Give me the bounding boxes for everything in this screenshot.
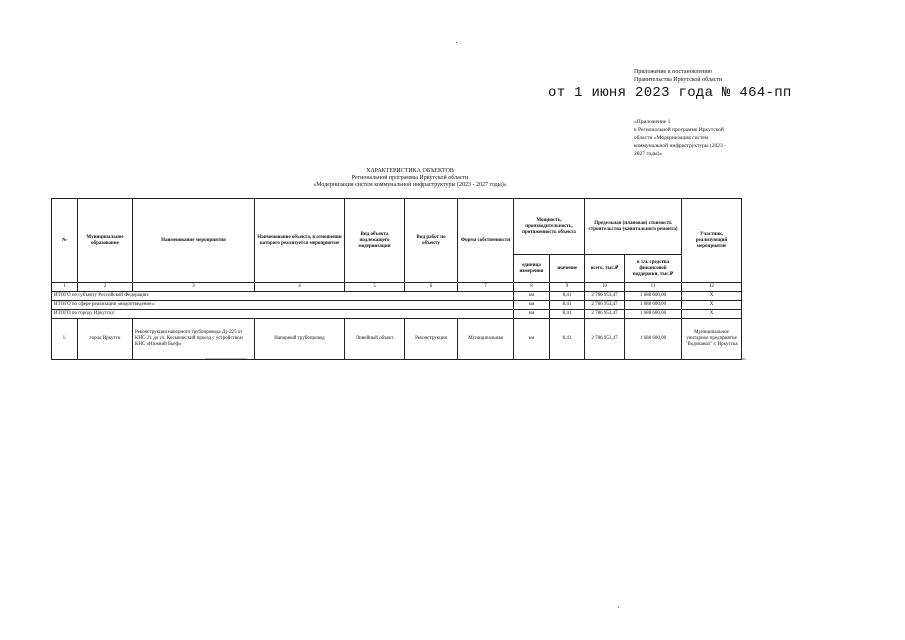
header-num: № bbox=[52, 199, 78, 283]
column-number: 9 bbox=[550, 283, 585, 292]
decree-stamp: от 1 июня 2023 года № 464-пп bbox=[548, 85, 792, 101]
column-number: 6 bbox=[405, 283, 458, 292]
row-municipality: город Иркутск bbox=[78, 319, 133, 360]
total-participant: X bbox=[682, 301, 742, 310]
document-heading bbox=[240, 168, 580, 189]
row-object-type: Линейный объект bbox=[345, 319, 405, 360]
row-participant: Муниципальное унитарное предприятие "Водоканал" г. Иркутска bbox=[682, 319, 742, 360]
row-unit: км bbox=[514, 319, 550, 360]
total-value: 8,41 bbox=[550, 310, 585, 319]
scan-artifact bbox=[205, 358, 247, 359]
appendix-header-line: Правительства Иркутской области bbox=[634, 77, 723, 83]
appendix-reference bbox=[634, 118, 764, 158]
total-support: 1 688 600,00 bbox=[625, 301, 682, 310]
total-row-subject bbox=[52, 292, 742, 301]
table-row bbox=[52, 319, 742, 360]
column-number: 7 bbox=[458, 283, 514, 292]
document-title: ХАРАКТЕРИСТИКА ОБЪЕКТОВ bbox=[366, 168, 454, 174]
column-number: 4 bbox=[255, 283, 345, 292]
total-row-sphere bbox=[52, 301, 742, 310]
row-support: 1 688 600,00 bbox=[625, 319, 682, 360]
total-unit: км bbox=[514, 292, 550, 301]
appendix-reference-line: к Региональной программе Иркутской bbox=[634, 127, 724, 133]
total-label: ИТОГО по субъекту Российской Федерации: bbox=[52, 292, 514, 301]
appendix-header-line: Приложение к постановлению bbox=[634, 69, 713, 75]
row-num: 1. bbox=[52, 319, 78, 360]
total-cost: 2 786 953,47 bbox=[585, 292, 625, 301]
document-subtitle: Региональной программы Иркутской области bbox=[351, 175, 469, 181]
row-value: 8,41 bbox=[550, 319, 585, 360]
appendix-header bbox=[634, 68, 774, 84]
total-label: ИТОГО по сфере реализации «водоотведение»: bbox=[52, 301, 514, 310]
column-number: 1 bbox=[52, 283, 78, 292]
total-participant: X bbox=[682, 292, 742, 301]
total-value: 8,41 bbox=[550, 301, 585, 310]
total-unit: км bbox=[514, 310, 550, 319]
column-number: 5 bbox=[345, 283, 405, 292]
header-unit: единица измерения bbox=[514, 255, 550, 283]
total-value: 8,41 bbox=[550, 292, 585, 301]
header-financial-support: в т.ч. средства финансовой поддержки, тыс.₽ bbox=[625, 255, 682, 283]
header-capacity: Мощность, производительность, протяженность объекта bbox=[514, 199, 585, 255]
header-participant: Участник, реализующий мероприятие bbox=[682, 199, 742, 283]
closing-quote-mark: ». bbox=[742, 356, 747, 362]
column-number: 11 bbox=[625, 283, 682, 292]
appendix-reference-line: области «Модернизация систем bbox=[634, 135, 709, 141]
total-row-city bbox=[52, 310, 742, 319]
row-total-cost: 2 786 953,47 bbox=[585, 319, 625, 360]
column-number-row bbox=[52, 283, 742, 292]
row-work-type: Реконструкция bbox=[405, 319, 458, 360]
total-cost: 2 786 953,47 bbox=[585, 301, 625, 310]
header-ownership: Форма собственности bbox=[458, 199, 514, 283]
appendix-reference-line: «Приложение 1 bbox=[634, 119, 671, 125]
total-support: 1 688 600,00 bbox=[625, 310, 682, 319]
appendix-reference-line: 2027 годы)» bbox=[634, 151, 663, 157]
row-ownership: Муниципальная bbox=[458, 319, 514, 360]
total-unit: км bbox=[514, 301, 550, 310]
column-number: 3 bbox=[133, 283, 255, 292]
row-object: Напорный трубопровод bbox=[255, 319, 345, 360]
scan-artifact bbox=[618, 607, 619, 608]
scan-artifact bbox=[456, 42, 457, 43]
column-number: 2 bbox=[78, 283, 133, 292]
header-object-type: Вид объекта подлежащего модернизации bbox=[345, 199, 405, 283]
column-number: 10 bbox=[585, 283, 625, 292]
total-participant: X bbox=[682, 310, 742, 319]
header-total: всего, тыс.₽ bbox=[585, 255, 625, 283]
total-cost: 2 786 953,47 bbox=[585, 310, 625, 319]
objects-table bbox=[51, 198, 742, 360]
header-object: Наименование объекта, в отношении которого реализуется мероприятие bbox=[255, 199, 345, 283]
header-measure: Наименование мероприятия bbox=[133, 199, 255, 283]
row-measure: Реконструкция напорного трубопровода Ду 225 от КНС-21 до ул. Космический проезд с устройством КНС «Нижний Бьеф» bbox=[133, 319, 255, 360]
document-subtitle: «Модернизация систем коммунальной инфраструктуры (2023 - 2027 годы)» bbox=[313, 182, 507, 188]
header-municipality: Муниципальное образование bbox=[78, 199, 133, 283]
total-label: ИТОГО по городу Иркутску: bbox=[52, 310, 514, 319]
column-number: 12 bbox=[682, 283, 742, 292]
appendix-reference-line: коммунальной инфраструктуры (2023 - bbox=[634, 143, 726, 149]
header-work-type: Вид работ по объекту bbox=[405, 199, 458, 283]
header-value: значение bbox=[550, 255, 585, 283]
column-number: 8 bbox=[514, 283, 550, 292]
header-cost: Предельная (плановая) стоимость строительства (капитального ремонта) bbox=[585, 199, 682, 255]
total-support: 1 688 600,00 bbox=[625, 292, 682, 301]
